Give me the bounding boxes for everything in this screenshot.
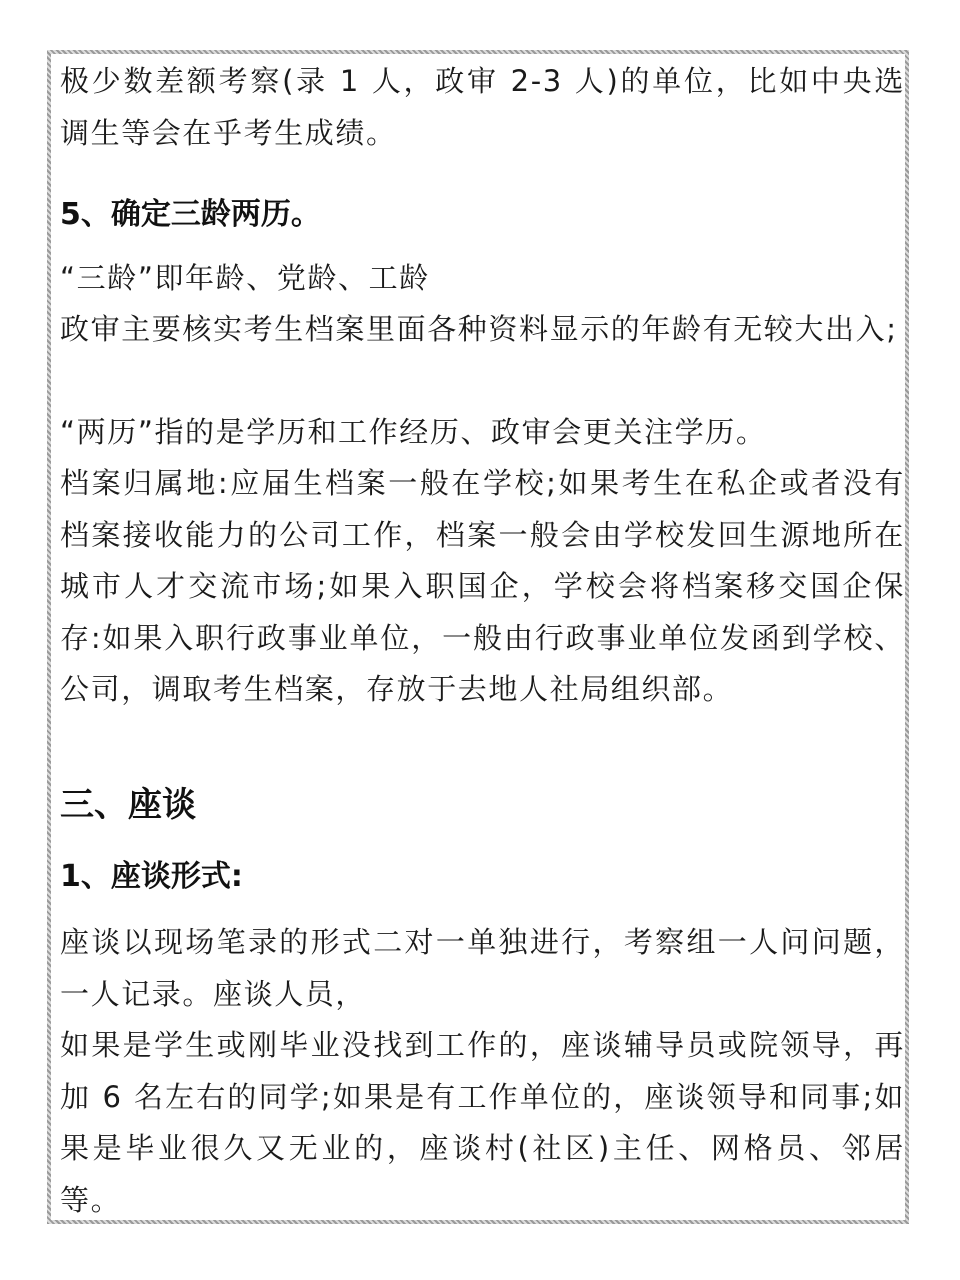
paragraph-sanling-check: 政审主要核实考生档案里面各种资料显示的年龄有无较大出入; <box>60 312 898 346</box>
heading-section-1: 1、座谈形式: <box>60 859 243 894</box>
paragraph-lianli: “两历”指的是学历和工作经历、政审会更关注学历。 <box>60 415 767 449</box>
paragraph-intro: 极少数差额考察(录 1 人，政审 2-3 人)的单位，比如中央选调生等会在乎考生成绩。 <box>60 64 905 150</box>
heading-section-5: 5、确定三龄两历。 <box>60 197 321 232</box>
paragraph-people: 如果是学生或刚毕业没找到工作的，座谈辅导员或院领导，再加 6 名左右的同学;如果是有工作单位的，座谈领导和同事;如果是毕业很久又无业的，座谈村(社区)主任、网格员、邻居等。 <box>60 1028 905 1217</box>
paragraph-dangan: 档案归属地:应届生档案一般在学校;如果考生在私企或者没有档案接收能力的公司工作，档案一般会由学校发回生源地所在城市人才交流市场;如果入职国企，学校会将档案移交国企保存:如果入职行政事业单位，一般由行政事业单位发函到学校、公司，调取考生档案，存放于去地人社局组织部。 <box>60 466 905 706</box>
paragraph-sanling-definition: “三龄”即年龄、党龄、工龄 <box>60 261 430 295</box>
paragraph-form: 座谈以现场笔录的形式二对一单独进行，考察组一人问问题，一人记录。座谈人员， <box>60 925 905 1011</box>
heading-section-san: 三、座谈 <box>60 785 196 825</box>
